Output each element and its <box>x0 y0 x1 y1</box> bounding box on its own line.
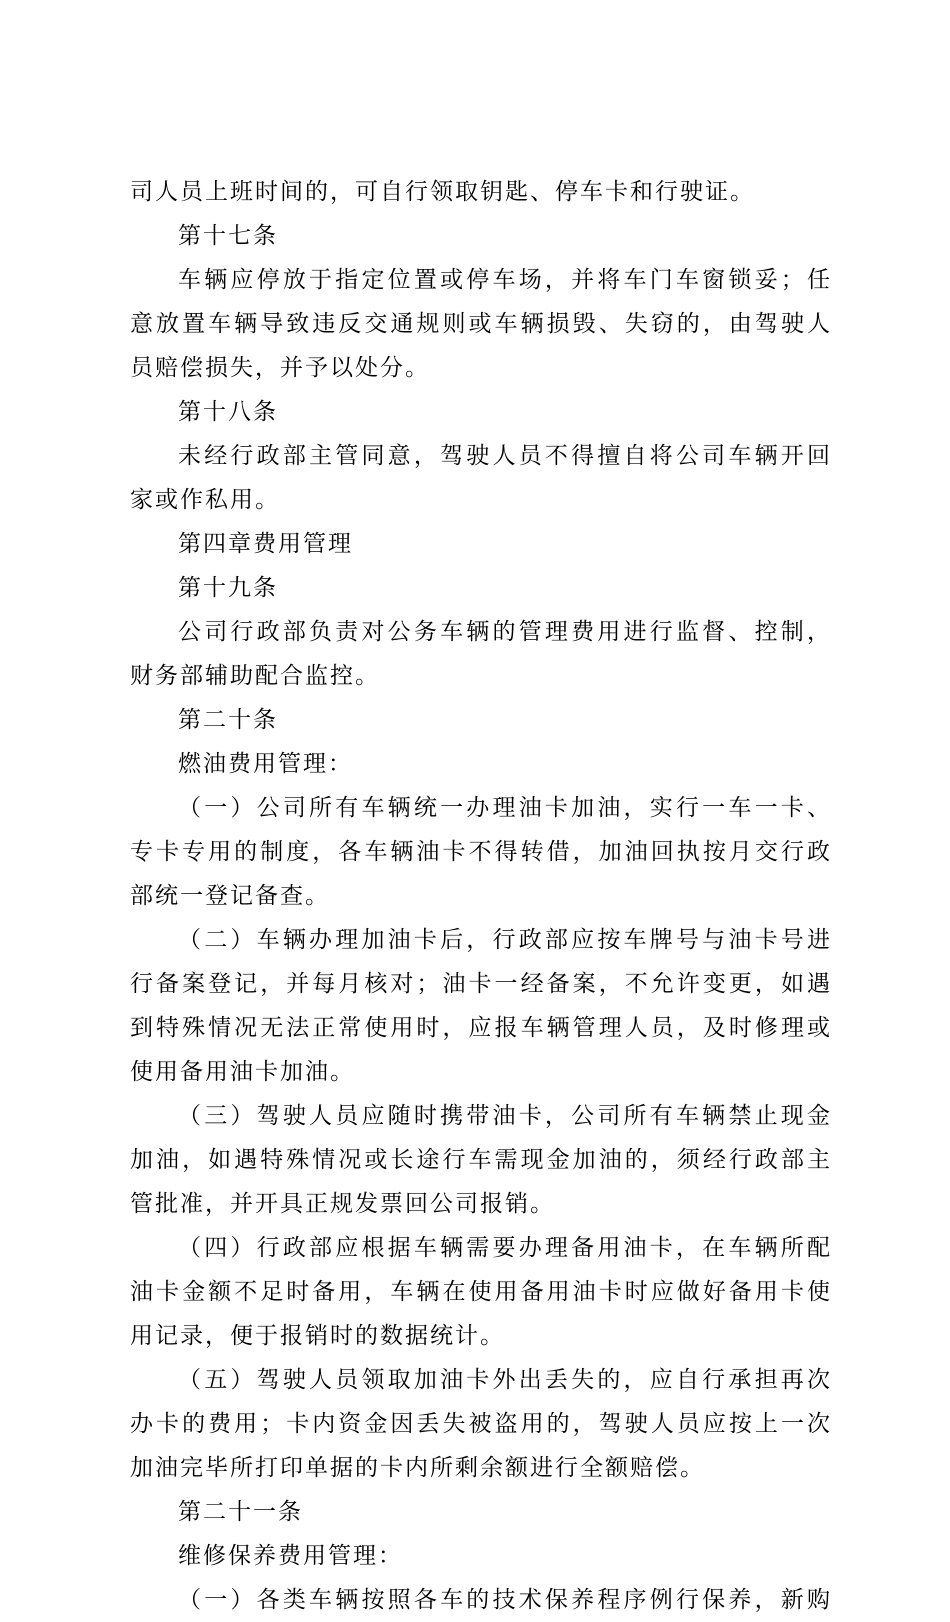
body-line: 加油，如遇特殊情况或长途行车需现金加油的，须经行政部主 <box>130 1147 830 1173</box>
body-line: 行备案登记，并每月核对；油卡一经备案，不允许变更，如遇 <box>130 971 830 997</box>
article-heading: 第十九条 <box>178 575 278 601</box>
body-line: 司人员上班时间的，可自行领取钥匙、停车卡和行驶证。 <box>130 179 755 205</box>
body-line: （二）车辆办理加油卡后，行政部应按车牌号与油卡号进 <box>178 927 830 953</box>
body-line: 部统一登记备查。 <box>130 883 330 909</box>
body-line: 未经行政部主管同意，驾驶人员不得擅自将公司车辆开回 <box>178 443 830 469</box>
body-line: （三）驾驶人员应随时携带油卡，公司所有车辆禁止现金 <box>178 1103 830 1129</box>
body-line: （一）公司所有车辆统一办理油卡加油，实行一车一卡、 <box>178 795 830 821</box>
section-heading: 燃油费用管理： <box>178 751 353 777</box>
body-line: 公司行政部负责对公务车辆的管理费用进行监督、控制， <box>178 619 830 645</box>
article-heading: 第二十一条 <box>178 1499 303 1525</box>
body-line: 意放置车辆导致违反交通规则或车辆损毁、失窃的，由驾驶人 <box>130 311 830 337</box>
chapter-heading: 第四章费用管理 <box>178 531 353 557</box>
body-line: 家或作私用。 <box>130 487 280 513</box>
article-heading: 第十八条 <box>178 399 278 425</box>
document-page <box>130 170 830 1622</box>
body-line: 管批准，并开具正规发票回公司报销。 <box>130 1191 555 1217</box>
body-line: 油卡金额不足时备用，车辆在使用备用油卡时应做好备用卡使 <box>130 1279 830 1305</box>
body-line: 到特殊情况无法正常使用时，应报车辆管理人员，及时修理或 <box>130 1015 830 1041</box>
section-heading: 维修保养费用管理： <box>178 1543 403 1569</box>
body-line: 加油完毕所打印单据的卡内所剩余额进行全额赔偿。 <box>130 1455 705 1481</box>
body-line: 员赔偿损失，并予以处分。 <box>130 355 430 381</box>
body-line: 车辆应停放于指定位置或停车场，并将车门车窗锁妥；任 <box>178 267 830 293</box>
body-line: 使用备用油卡加油。 <box>130 1059 355 1085</box>
body-line: 专卡专用的制度，各车辆油卡不得转借，加油回执按月交行政 <box>130 839 830 865</box>
body-line: 办卡的费用；卡内资金因丢失被盗用的，驾驶人员应按上一次 <box>130 1411 830 1437</box>
article-heading: 第十七条 <box>178 223 278 249</box>
body-line: 财务部辅助配合监控。 <box>130 663 380 689</box>
body-line: 用记录，便于报销时的数据统计。 <box>130 1323 505 1349</box>
body-line: （五）驾驶人员领取加油卡外出丢失的，应自行承担再次 <box>178 1367 830 1393</box>
article-heading: 第二十条 <box>178 707 278 733</box>
body-line: （四）行政部应根据车辆需要办理备用油卡，在车辆所配 <box>178 1235 830 1261</box>
body-line: （一）各类车辆按照各车的技术保养程序例行保养，新购 <box>178 1587 830 1613</box>
